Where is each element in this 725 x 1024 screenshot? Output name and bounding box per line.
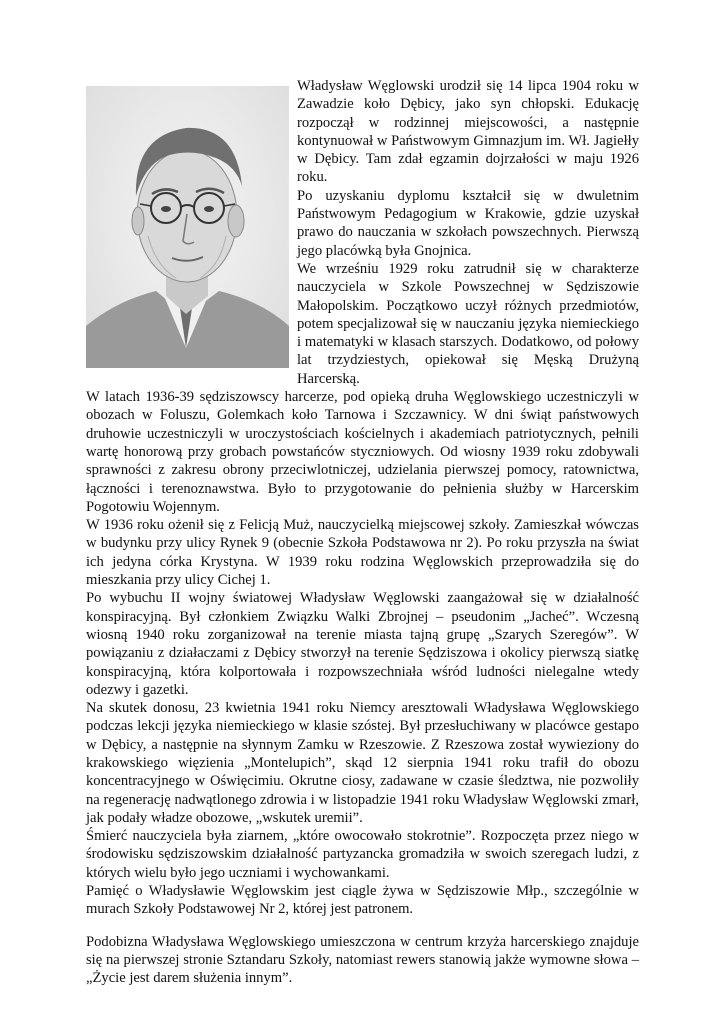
paragraph-birth-education: Władysław Węglowski urodził się 14 lipca 1904 roku w Zawadzie koło Dębicy, jako syn chłopski. Edukację rozpoczął w rodzinnej miejscowości, a następnie kontynuował w Państwowym Gimnazjum im. Wł. Jagiełły w Dębicy. Tam zdał egzamin dojrzałości w maju 1926 roku. bbox=[297, 78, 639, 186]
paragraph-pedagogium: Po uzyskaniu dyplomu kształcił się w dwuletnim Państwowym Pedagogium w Krakowie, gdzie uzyskał prawo do nauczania w szkołach powszechnych. Pierwszą jego placówką była Gnojnica. bbox=[297, 187, 639, 259]
paragraph-conspiracy: Po wybuchu II wojny światowej Władysław Węglowski zaangażował się w działalność konspiracyjną. Był członkiem Związku Walki Zbrojnej – pseudonim „Jacheć”. Wczesną wiosną 1940 roku zorganizował na terenie miasta tajną grupę „Szarych Szeregów”. W powiązaniu z działaczami z Dębicy stworzył na terenie Sędziszowa i okolicy pierwszą siatkę konspiracyjną, która kolportowała i rozpowszechniała wśród ludności nielegalne wtedy odezwy i gazetki. bbox=[86, 590, 639, 698]
paragraph-memory: Pamięć o Władysławie Węglowskim jest ciągle żywa w Sędziszowie Młp., szczególnie w murach Szkoły Podstawowej Nr 2, której jest patronem. bbox=[86, 883, 639, 918]
paragraph-arrest: Na skutek donosu, 23 kwietnia 1941 roku Niemcy aresztowali Władysława Węglowskiego podczas lekcji języka niemieckiego w klasie szóstej. Był przesłuchiwany w placówce gestapo w Dębicy, a następnie na słynnym Zamku w Rzeszowie. Z Rzeszowa został wywieziony do krakowskiego więzienia „Montelupich”, skąd 12 sierpnia 1941 roku trafił do obozu koncentracyjnego w Oświęcimiu. Okrutne ciosy, zadawane w czasie śledztwa, nie pozwoliły na regenerację nadwątlonego zdrowia i w listopadzie 1941 roku Władysław Węglowski zmarł, jak podały władze obozowe, „wskutek uremii”. bbox=[86, 700, 639, 826]
paragraph-teaching: We wrześniu 1929 roku zatrudnił się w charakterze nauczyciela w Szkole Powszechnej w Sędziszowie Małopolskim. Początkowo uczył różnych przedmiotów, potem specjalizował się w nauczaniu języka niemieckiego i matematyki w klasach starszych. Dodatkowo, od połowy lat trzydziestych, opiekował się Męską Drużyną Harcerską. bbox=[297, 260, 639, 387]
paragraph-banner: Podobizna Władysława Węglowskiego umieszczona w centrum krzyża harcerskiego znajduje się na pierwszej stronie Sztandaru Szkoły, natomiast rewers stanowią jakże wymowne słowa – „Życie jest darem służenia innym”. bbox=[86, 933, 639, 987]
paragraph-legacy: Śmierć nauczyciela była ziarnem, „które owocowało stokrotnie”. Rozpoczęta przez niego w środowisku sędziszowskim działalność partyzancka gromadziła w swoich szeregach ludzi, z których wielu było jego uczniami i wychowankami. bbox=[86, 828, 639, 881]
paragraph-scouts: W latach 1936-39 sędziszowscy harcerze, pod opieką druha Węglowskiego uczestniczyli w obozach w Foluszu, Golemkach koło Tarnowa i Szczawnicy. W dni świąt państwowych druhowie uczestniczyli w uroczystościach kościelnych i akademiach patriotycznych, pełnili wartę honorową przy grobach powstańców styczniowych. Od wiosny 1939 roku zdobywali sprawności z zakresu obrony przeciwlotniczej, udzielania pierwszej pomocy, ratownictwa, łączności i terenoznawstwa. Było to przygotowanie do pełnienia służby w Harcerskim Pogotowiu Wojennym. bbox=[86, 389, 639, 515]
article-body bbox=[86, 77, 639, 988]
paragraph-family: W 1936 roku ożenił się z Felicją Muż, nauczycielką miejscowej szkoły. Zamieszkał wówczas w budynku przy ulicy Rynek 9 (obecnie Szkoła Podstawowa nr 2). Po roku przyszła na świat ich jedyna córka Krystyna. W 1939 roku rodzina Węglowskich przeprowadziła się do mieszkania przy ulicy Cichej 1. bbox=[86, 517, 639, 589]
